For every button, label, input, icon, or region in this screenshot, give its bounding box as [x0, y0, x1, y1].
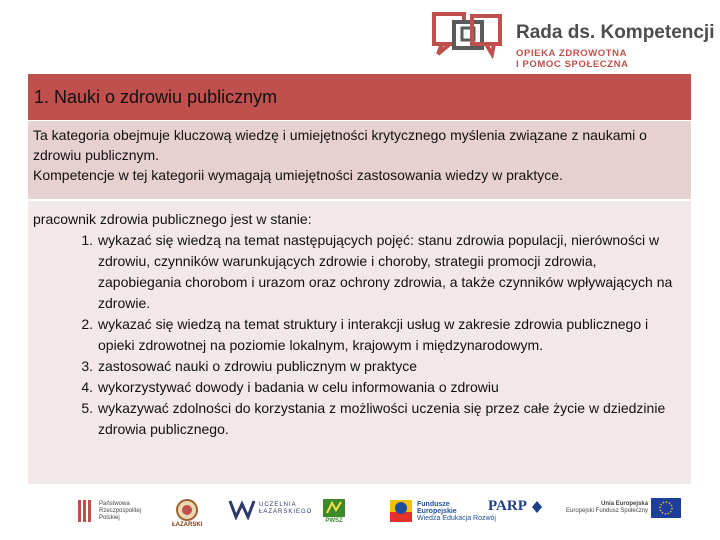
fundusze-star-icon — [388, 498, 414, 524]
list-item-number: 3. — [81, 358, 93, 374]
list-lead: pracownik zdrowia publicznego jest w stanie: — [33, 211, 312, 227]
section-title: 1. Nauki o zdrowiu publicznym — [34, 86, 278, 107]
partner-logos-footer — [0, 494, 720, 534]
competency-list — [33, 230, 686, 440]
speech-bubbles-icon — [428, 10, 508, 66]
pwsz-logo — [322, 498, 346, 525]
uczelnia-text-1: UCZELNIA — [259, 502, 297, 508]
brand-logo — [428, 10, 715, 70]
list-item — [33, 356, 686, 377]
uczelnia-text-2: ŁAZARSKIEGO — [259, 509, 313, 515]
list-item — [33, 377, 686, 398]
lazarski-seal-text: ŁAZARSKI — [172, 522, 203, 528]
w-mark-icon — [228, 498, 256, 520]
lazarski-seal-logo — [172, 498, 202, 529]
parp-mark-icon — [530, 499, 544, 515]
fundusze-text-1: Fundusze — [417, 500, 450, 508]
brand-subtitle-line1: OPIEKA ZDROWOTNA — [516, 48, 628, 59]
list-item — [33, 398, 686, 440]
brand-subtitle-line2: I POMOC SPOŁECZNA — [516, 59, 629, 70]
state-logo-text-2: Rzeczpospolitej — [99, 507, 142, 514]
fundusze-text-3: Wiedza Edukacja Rozwój — [417, 514, 496, 522]
brand-title: Rada ds. Kompetencji — [516, 22, 715, 43]
ue-text-1: Unia Europejska — [601, 501, 649, 507]
eu-flag-icon — [651, 498, 681, 518]
pwsz-emblem-icon — [322, 498, 346, 518]
pwsz-text: PWSZ — [325, 518, 343, 524]
competency-card — [28, 74, 691, 484]
fundusze-europejskie-logo — [388, 498, 496, 524]
intro-text-1: Ta kategoria obejmuje kluczową wiedzę i umiejętności krytycznego myślenia związane z naukami o zdrowiu publicznym. — [33, 127, 647, 163]
list-item-text: zastosować nauki o zdrowiu publicznym w praktyce — [98, 358, 418, 374]
intro-text-2: Kompetencje w tej kategorii wymagają umiejętności zastosowania wiedzy w praktyce. — [33, 167, 563, 183]
parp-text: PARP — [488, 498, 527, 514]
competency-list-box — [28, 201, 691, 484]
list-item-text: wykazać się wiedzą na temat następujących pojęć: stanu zdrowia populacji, nierówności w zdrowiu, czynników warunkujących zdrowie i choroby, strategii promocji zdrowia, zapobiegania chorobom i urazom oraz ochrony zdrowia, a także czynników wpływających na zdrowie. — [98, 232, 673, 311]
ue-text-2: Europejski Fundusz Społeczny — [566, 508, 649, 514]
state-logo-text-3: Polskiej — [99, 514, 120, 521]
list-item — [33, 314, 686, 356]
intro-box — [28, 120, 691, 199]
section-title-bar — [28, 74, 691, 120]
state-logo — [76, 498, 141, 524]
state-emblem-icon — [76, 498, 96, 524]
unia-europejska-logo — [566, 498, 681, 518]
seal-icon — [175, 498, 199, 522]
list-item-text: wykorzystywać dowody i badania w celu informowania o zdrowiu — [98, 379, 499, 395]
fundusze-text-2: Europejskie — [417, 507, 457, 515]
uczelnia-lazarskiego-logo — [228, 498, 312, 520]
brand-subtitle — [516, 48, 629, 70]
parp-logo — [488, 498, 544, 515]
list-item-number: 2. — [81, 316, 93, 332]
state-logo-text-1: Państwowa — [99, 500, 130, 507]
list-item-number: 1. — [81, 232, 93, 248]
list-item-number: 5. — [81, 400, 93, 416]
list-item-text: wykazać się wiedzą na temat struktury i interakcji usług w zakresie zdrowia publicznego i opieki zdrowotnej na poziomie lokalnym, krajowym i międzynarodowym. — [98, 316, 649, 353]
list-item-text: wykazywać zdolności do korzystania z możliwości uczenia się przez całe życie w dziedzinie zdrowia publicznego. — [98, 400, 666, 437]
list-item-number: 4. — [81, 379, 93, 395]
list-item — [33, 230, 686, 314]
